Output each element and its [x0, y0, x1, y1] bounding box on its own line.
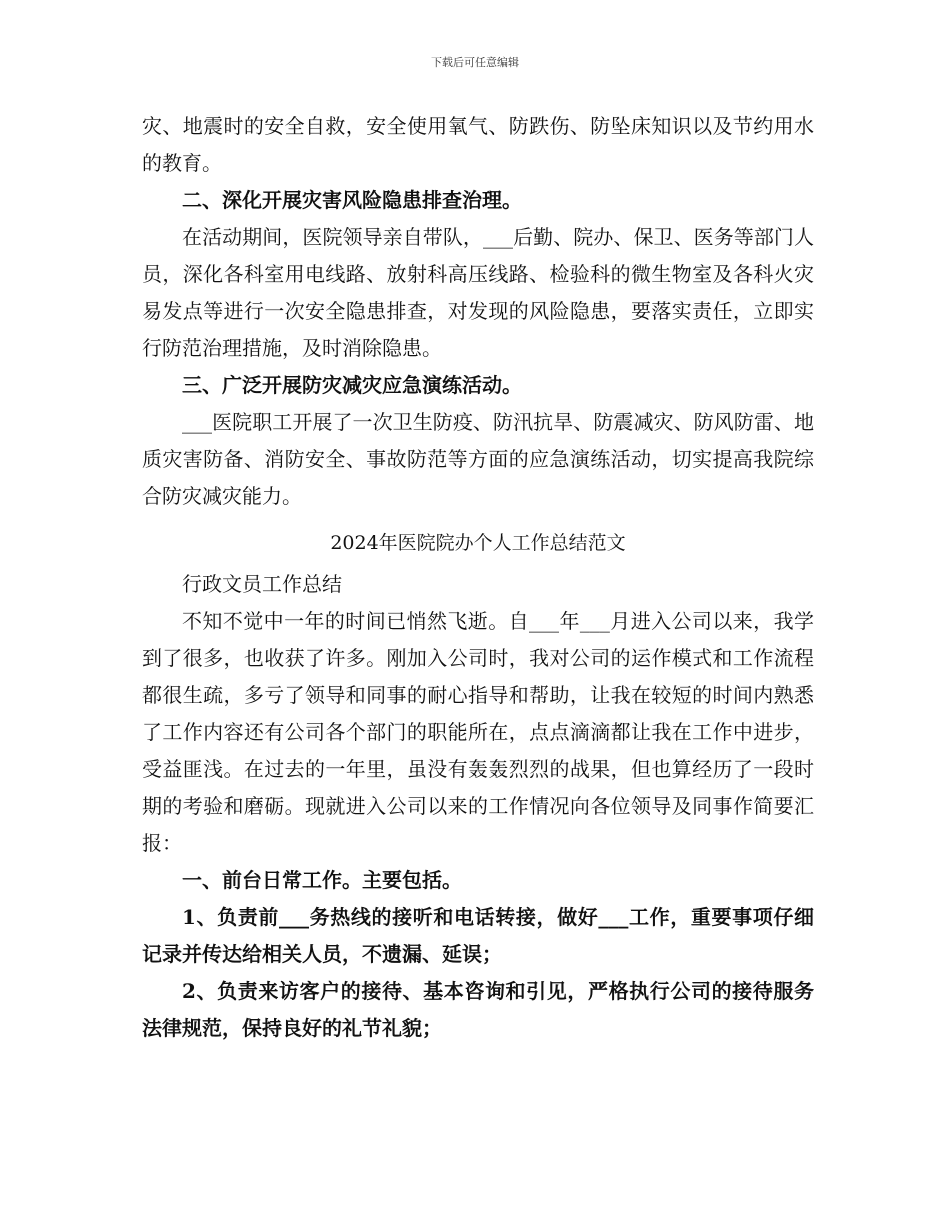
document-subtitle: 行政文员工作总结 — [182, 572, 342, 596]
heading-hazard-inspection: 二、深化开展灾害风险隐患排查治理。 — [182, 188, 522, 212]
document-body — [142, 108, 814, 1047]
paragraph-emergency-drill: ___医院职工开展了一次卫生防疫、防汛抗旱、防震减灾、防风防雷、地质灾害防备、消防安全、事故防范等方面的应急演练活动，切实提高我院综合防灾减灾能力。 — [142, 410, 814, 508]
heading-emergency-drill: 三、广泛开展防灾减灾应急演练活动。 — [182, 373, 522, 397]
paragraph-safety-education: 灾、地震时的安全自救，安全使用氧气、防跌伤、防坠床知识以及节约用水的教育。 — [142, 114, 814, 175]
paragraph-hazard-inspection: 在活动期间，医院领导亲自带队，___后勤、院办、保卫、医务等部门人员，深化各科室用电线路、放射科高压线路、检验科的微生物室及各科火灾易发点等进行一次安全隐患排查，对发现的风险隐患，要落实责任，立即实行防范治理措施，及时消除隐患。 — [142, 225, 814, 360]
page-header: 下载后可任意编辑 — [431, 56, 519, 69]
document-title: 2024年医院院办个人工作总结范文 — [330, 532, 626, 554]
list-item-reception: 2、负责来访客户的接待、基本咨询和引见，严格执行公司的接待服务法律规范，保持良好的礼节礼貌； — [142, 979, 814, 1040]
paragraph-introduction: 不知不觉中一年的时间已悄然飞逝。自___年___月进入公司以来，我学到了很多，也收获了许多。刚加入公司时，我对公司的运作模式和工作流程都很生疏，多亏了领导和同事的耐心指导和帮助，让我在较短的时间内熟悉了工作内容还有公司各个部门的职能所在，点点滴滴都让我在工作中进步，受益匪浅。在过去的一年里，虽没有轰轰烈烈的战果，但也算经历了一段时期的考验和磨砺。现就进入公司以来的工作情况向各位领导及同事作简要汇报： — [142, 609, 814, 855]
list-item-hotline: 1、负责前___务热线的接听和电话转接，做好___工作，重要事项仔细记录并传达给相关人员，不遗漏、延误； — [142, 905, 814, 966]
heading-front-desk: 一、前台日常工作。主要包括。 — [182, 868, 462, 892]
